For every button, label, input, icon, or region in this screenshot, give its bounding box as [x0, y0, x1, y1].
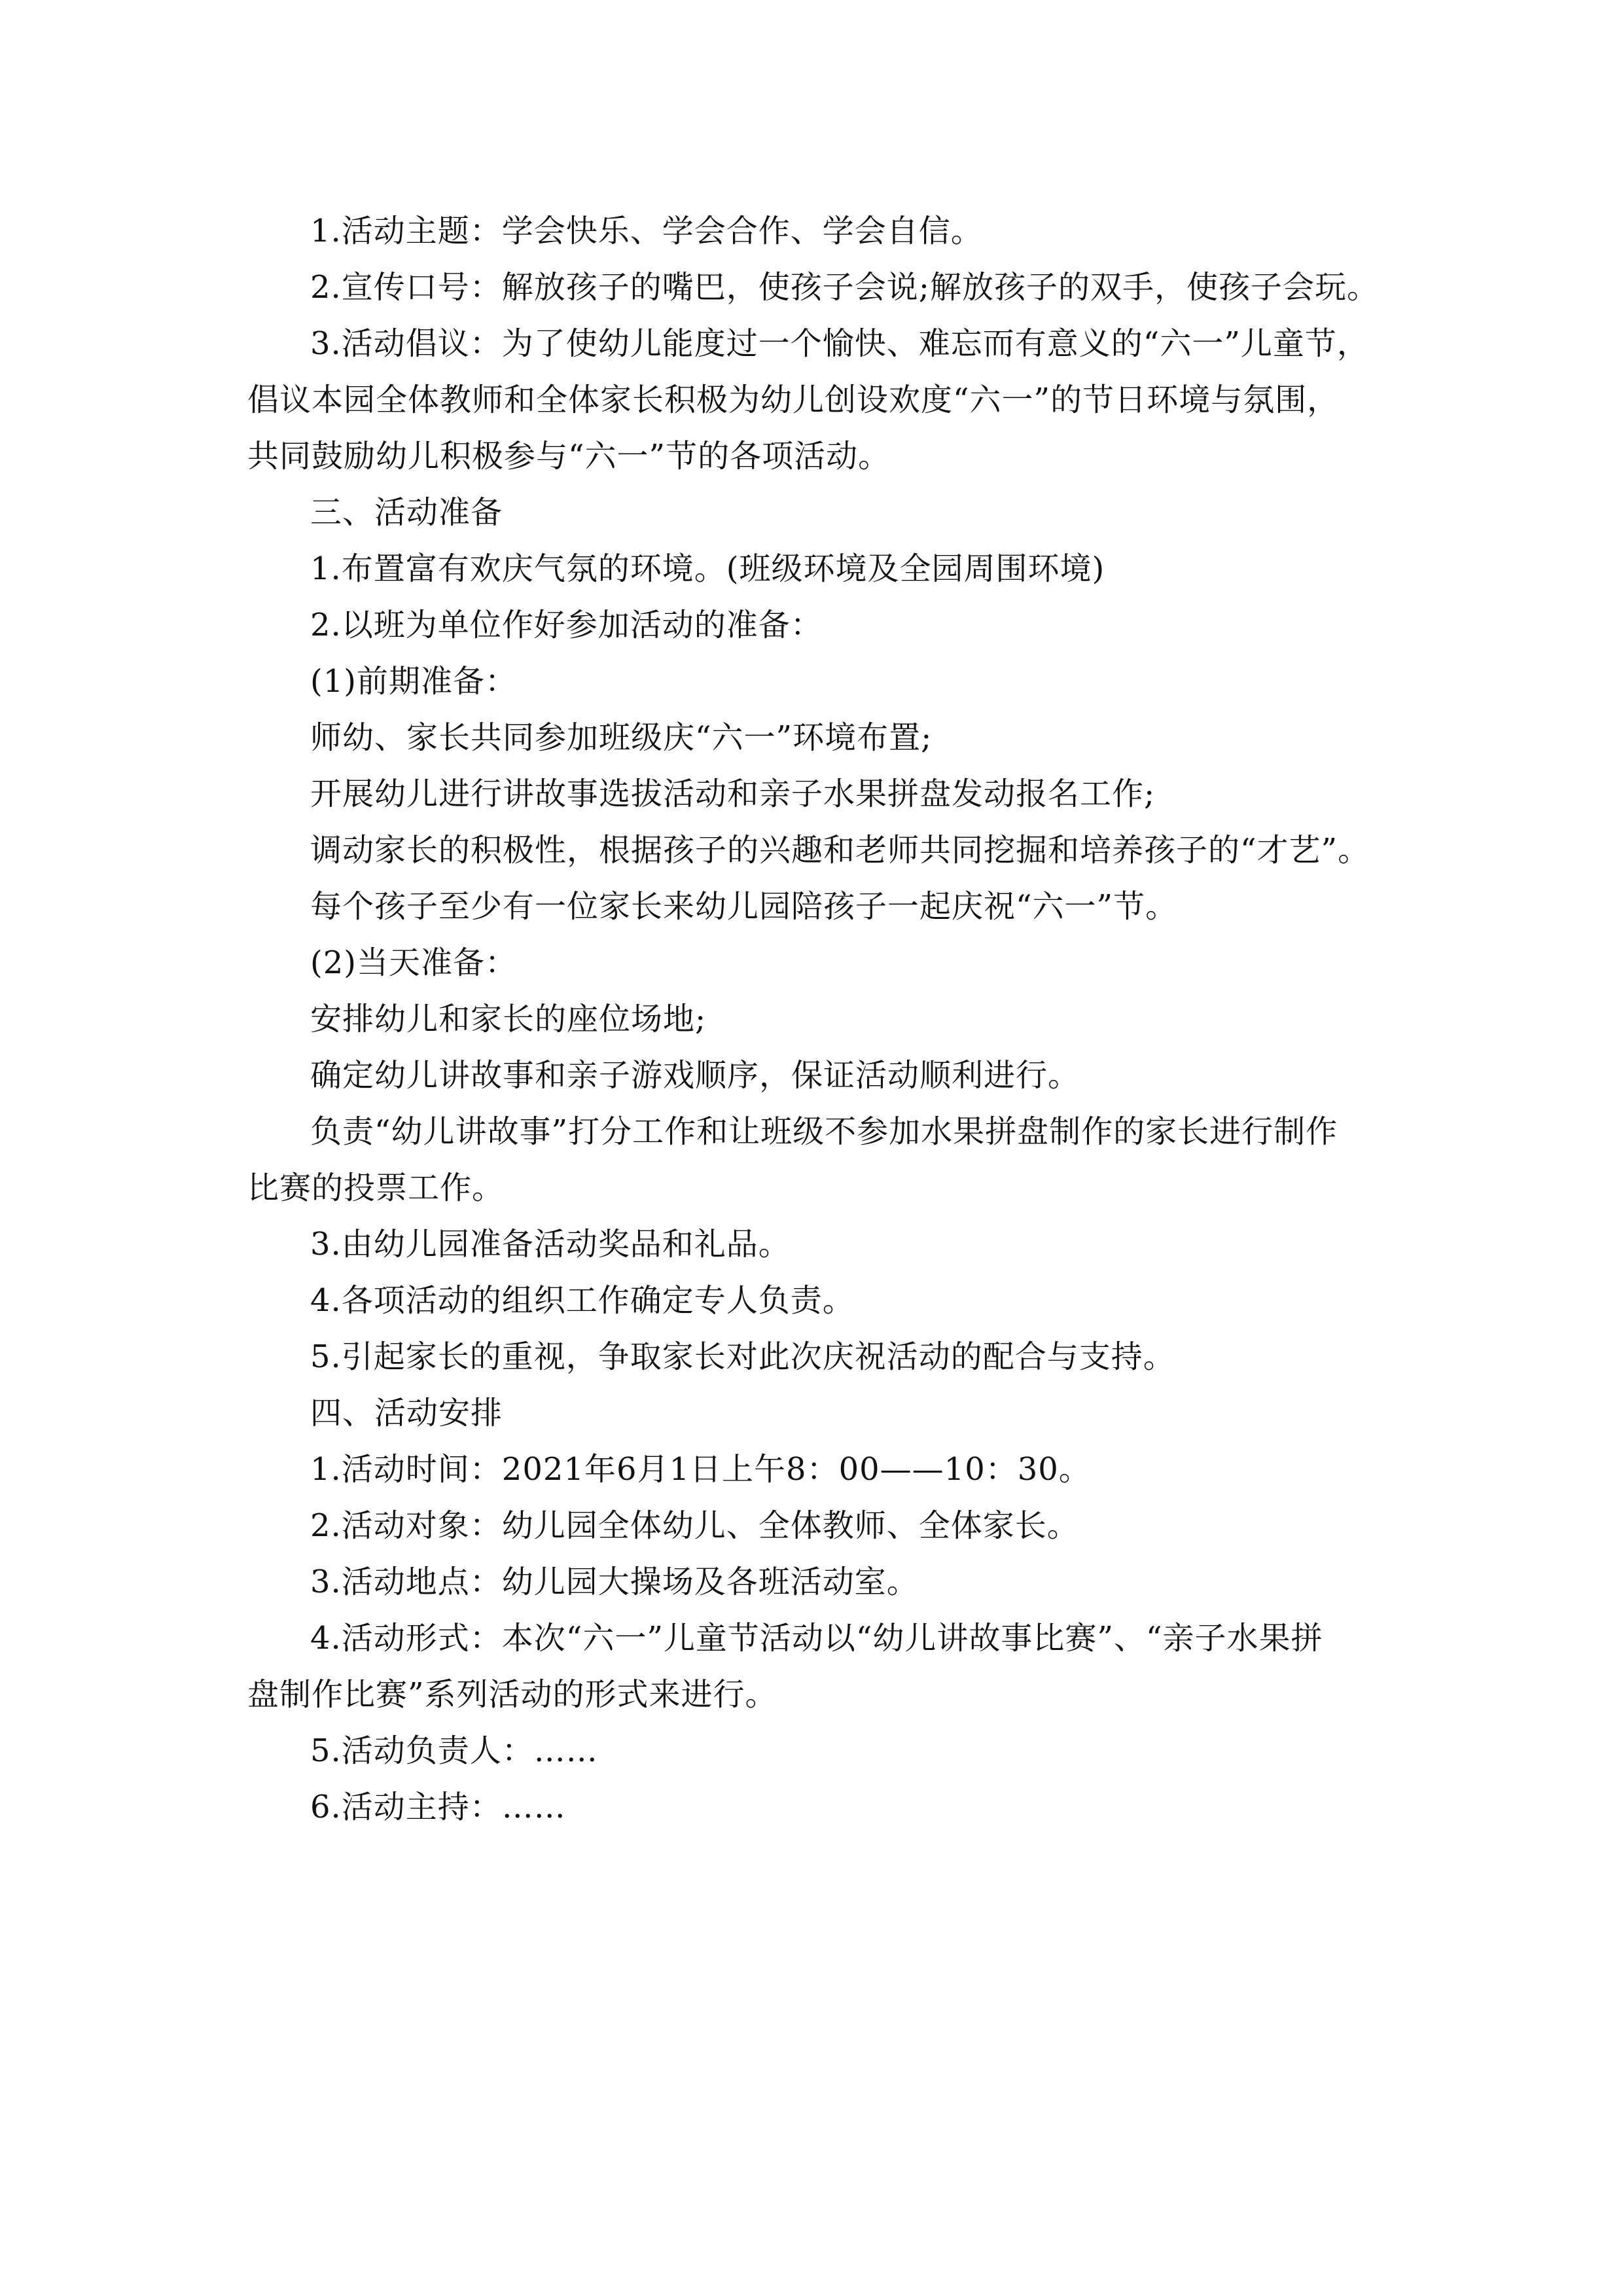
text-line: 3.由幼儿园准备活动奖品和礼品。 — [310, 1226, 791, 1263]
text-line: 1.活动主题：学会快乐、学会合作、学会自信。 — [310, 213, 983, 249]
text-line: 4.各项活动的组织工作确定专人负责。 — [310, 1282, 855, 1319]
text-line: 师幼、家长共同参加班级庆“六一”环境布置; — [310, 719, 933, 756]
text-line: 负责“幼儿讲故事”打分工作和让班级不参加水果拼盘制作的家长进行制作 — [310, 1113, 1338, 1150]
text-line: 盘制作比赛”系列活动的形式来进行。 — [247, 1676, 777, 1713]
text-line: 2.以班为单位作好参加活动的准备： — [310, 607, 823, 643]
text-line: 共同鼓励幼儿积极参与“六一”节的各项活动。 — [247, 438, 891, 475]
text-line: 6.活动主持：…… — [310, 1789, 566, 1825]
text-line: 1.活动时间：2021年6月1日上午8：00——10：30。 — [310, 1451, 1091, 1488]
text-line: 倡议本园全体教师和全体家长积极为幼儿创设欢度“六一”的节日环境与氛围， — [247, 382, 1340, 418]
text-line: 安排幼儿和家长的座位场地; — [310, 1001, 707, 1037]
section-heading: 三、活动准备 — [310, 494, 503, 531]
text-line: 2.宣传口号：解放孩子的嘴巴，使孩子会说;解放孩子的双手，使孩子会玩。 — [310, 269, 1379, 306]
text-line: 1.布置富有欢庆气氛的环境。(班级环境及全园周围环境) — [310, 550, 1105, 587]
text-line: 4.活动形式：本次“六一”儿童节活动以“幼儿讲故事比赛”、“亲子水果拼 — [310, 1620, 1323, 1657]
section-heading: 四、活动安排 — [310, 1395, 503, 1431]
text-line: 3.活动倡议：为了使幼儿能度过一个愉快、难忘而有意义的“六一”儿童节， — [310, 325, 1369, 362]
subsection-heading: (2)当天准备： — [310, 944, 517, 981]
text-line: 每个孩子至少有一位家长来幼儿园陪孩子一起庆祝“六一”节。 — [310, 888, 1178, 925]
text-line: 调动家长的积极性，根据孩子的兴趣和老师共同挖掘和培养孩子的“才艺”。 — [310, 832, 1370, 869]
text-line: 确定幼儿讲故事和亲子游戏顺序，保证活动顺利进行。 — [310, 1057, 1080, 1094]
subsection-heading: (1)前期准备： — [310, 663, 517, 700]
text-line: 开展幼儿进行讲故事选拔活动和亲子水果拼盘发动报名工作; — [310, 776, 1156, 812]
text-line: 5.引起家长的重视，争取家长对此次庆祝活动的配合与支持。 — [310, 1338, 1175, 1375]
text-line: 比赛的投票工作。 — [247, 1170, 505, 1206]
text-line: 5.活动负责人：…… — [310, 1732, 598, 1769]
text-line: 2.活动对象：幼儿园全体幼儿、全体教师、全体家长。 — [310, 1507, 1079, 1544]
text-line: 3.活动地点：幼儿园大操场及各班活动室。 — [310, 1564, 919, 1600]
document-body — [247, 203, 1386, 1835]
